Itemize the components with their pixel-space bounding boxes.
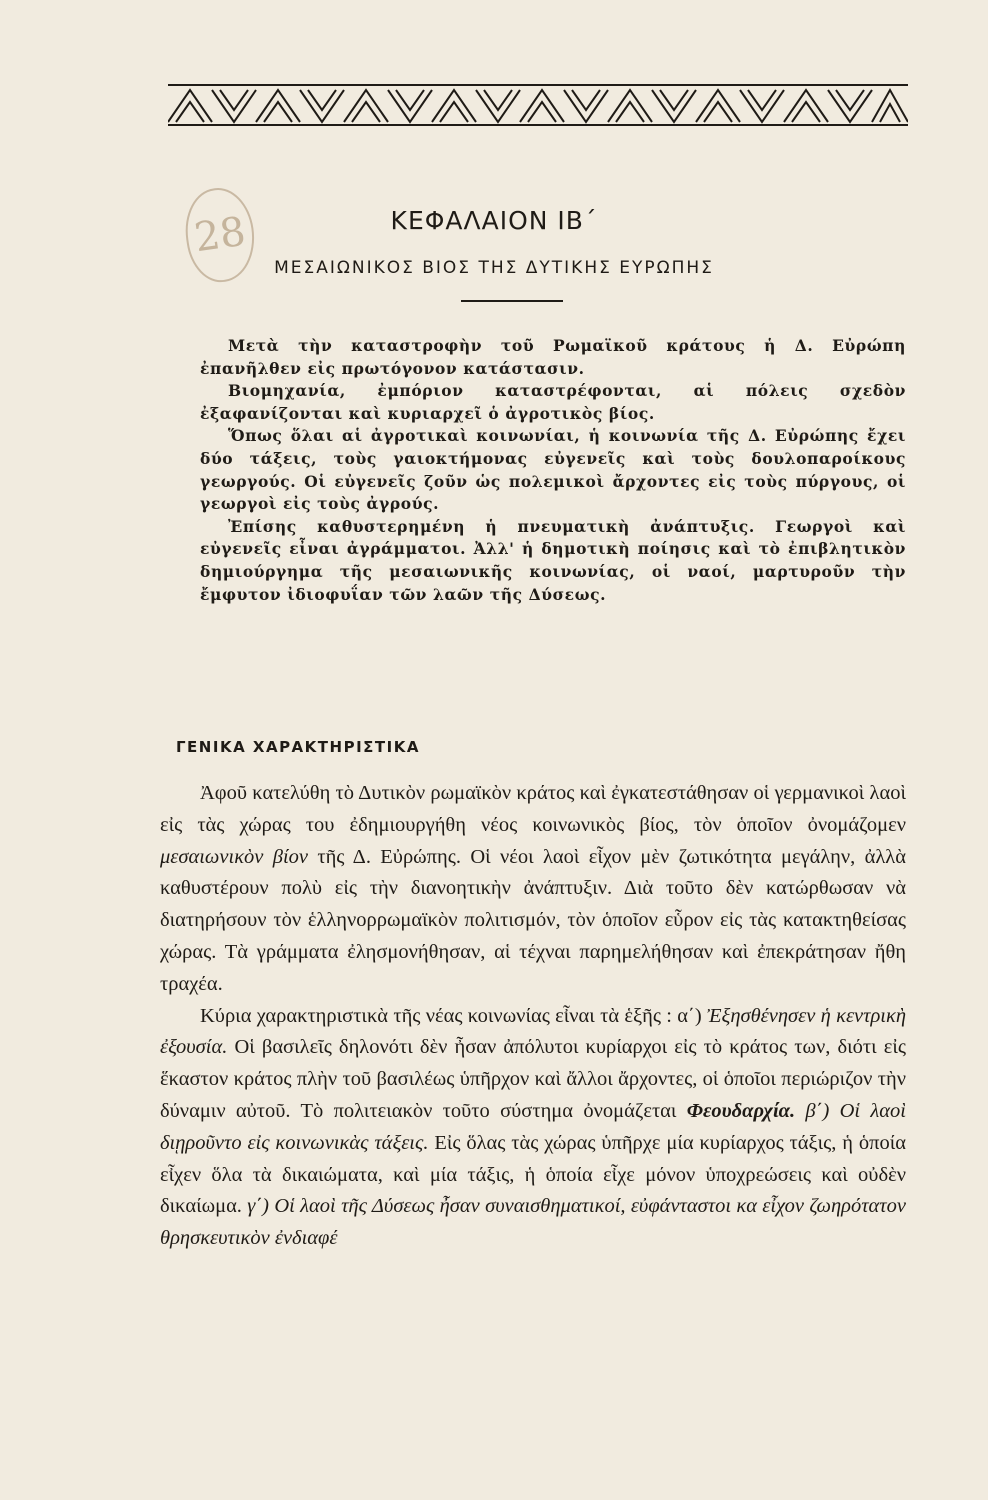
body-paragraph-1: Ἀφοῦ κατελύθη τὸ Δυτικὸν ρωμαϊκὸν κράτος καὶ ἐγκατεστάθησαν οἱ γερμανικοὶ λαοὶ εἰς τὰς χώρας του ἐδημιουργήθη νέος κοινωνικὸς βίος, τὸν ὁποῖον ὀνομάζομεν μεσαιωνικὸν βίον τῆς Δ. Εὐρώπης. Οἱ νέοι λαοὶ εἶχον μὲν ζωτικότητα μεγάλην, ἀλλὰ καθυστέρουν πολὺ εἰς τὴν διανοητικὴν ἀνάπτυξιν. Διὰ τοῦτο δὲν κατώρθωσαν νὰ διατηρήσουν τὸν ἑλληνορρωμαϊκὸν πολιτισμόν, τὸν ὁποῖον εὗρον εἰς τὰς κατακτηθείσας χώρας. Τὰ γράμματα ἐλησμονήθησαν, αἱ τέχναι παρημελήθησαν καὶ ἐπεκράτησαν ἤθη τραχέα. xyxy=(160,782,906,995)
greek-key-ornament xyxy=(168,82,908,128)
summary-paragraph: Ἐπίσης καθυστερημένη ἡ πνευματικὴ ἀνάπτυξις. Γεωργοὶ καὶ εὐγενεῖς εἶναι ἀγράμματοι. Ἀλλ' ἡ δημοτικὴ ποίησις καὶ τὸ ἐπιβλητικὸν δημιούργημα τῆς μεσαιωνικῆς κοινωνίας, οἱ ναοί, μαρτυροῦν τὴν ἔμφυτον ἰδιοφυΐαν τῶν λαῶν τῆς Δύσεως. xyxy=(200,516,906,604)
title-divider xyxy=(461,300,563,302)
emphasis: β΄) Οἱ λαοὶ διῃροῦντο εἰς κοινωνικὰς τάξεις. xyxy=(160,1099,906,1154)
section-heading: ΓΕΝΙΚΑ ΧΑΡΑΚΤΗΡΙΣΤΙΚΑ xyxy=(176,738,420,756)
pencil-page-number: 28 xyxy=(180,184,260,287)
emphasis: μεσαιωνικὸν βίον xyxy=(160,845,308,868)
chapter-subtitle: ΜΕΣΑΙΩΝΙΚΟΣ ΒΙΟΣ ΤΗΣ ΔΥΤΙΚΗΣ ΕΥΡΩΠΗΣ xyxy=(274,258,714,278)
emphasis: γ΄) Οἱ λαοὶ τῆς Δύσεως ἦσαν συναισθηματικοί, εὐφάνταστοι κα εἶχον ζωηρότατον θρησκευτικὸν ἐνδιαφέ xyxy=(160,1195,906,1250)
summary-paragraph: Βιομηχανία, ἐμπόριον καταστρέφονται, αἱ πόλεις σχεδὸν ἐξαφανίζονται καὶ κυριαρχεῖ ὁ ἀγροτικὸς βίος. xyxy=(200,381,906,423)
body-text xyxy=(160,778,906,1255)
chapter-summary xyxy=(200,335,906,606)
emphasis: Ἐξησθένησεν ἡ κεντρικὴ ἐξουσία. xyxy=(160,1004,906,1059)
chapter-title: ΚΕΦΑΛΑΙΟΝ ΙΒ΄ xyxy=(390,206,598,235)
body-paragraph-2: Κύρια χαρακτηριστικὰ τῆς νέας κοινωνίας εἶναι τὰ ἑξῆς : α΄) Ἐξησθένησεν ἡ κεντρικὴ ἐξουσία. Οἱ βασιλεῖς δηλονότι δὲν ἦσαν ἀπόλυτοι κυρίαρχοι εἰς τὸ κράτος των, διότι εἰς ἕκαστον κράτος πλὴν τοῦ βασιλέως ὑπῆρχον καὶ ἄλλοι ἄρχοντες, οἱ ὁποῖοι περιώριζον τὴν δύναμιν αὐτοῦ. Τὸ πολιτειακὸν τοῦτο σύστημα ὀνομάζεται Φεουδαρχία. β΄) Οἱ λαοὶ διῃροῦντο εἰς κοινωνικὰς τάξεις. Εἰς ὅλας τὰς χώρας ὑπῆρχε μία κυρίαρχος τάξις, ἡ ὁποία εἶχεν ὅλα τὰ δικαιώματα, καὶ μία τάξις, ἡ ὁποία εἶχε μόνον ὑποχρεώσεις καὶ οὐδὲν δικαίωμα. γ΄) Οἱ λαοὶ τῆς Δύσεως ἦσαν συναισθηματικοί, εὐφάνταστοι κα εἶχον ζωηρότατον θρησκευτικὸν ἐνδιαφέ xyxy=(160,1004,906,1250)
summary-paragraph: Μετὰ τὴν καταστροφὴν τοῦ Ρωμαϊκοῦ κράτους ἡ Δ. Εὐρώπη ἐπανῆλθεν εἰς πρωτόγονον κατάστασιν. xyxy=(200,336,906,378)
bold-term: Φεουδαρχία. xyxy=(686,1099,796,1122)
summary-paragraph: Ὅπως ὅλαι αἱ ἀγροτικαὶ κοινωνίαι, ἡ κοινωνία τῆς Δ. Εὐρώπης ἔχει δύο τάξεις, τοὺς γαιοκτήμονας εὐγενεῖς καὶ τοὺς δουλοπαροίκους γεωργούς. Οἱ εὐγενεῖς ζοῦν ὡς πολεμικοὶ ἄρχοντες εἰς τοὺς πύργους, οἱ γεωργοὶ εἰς τοὺς ἀγρούς. xyxy=(200,426,906,514)
